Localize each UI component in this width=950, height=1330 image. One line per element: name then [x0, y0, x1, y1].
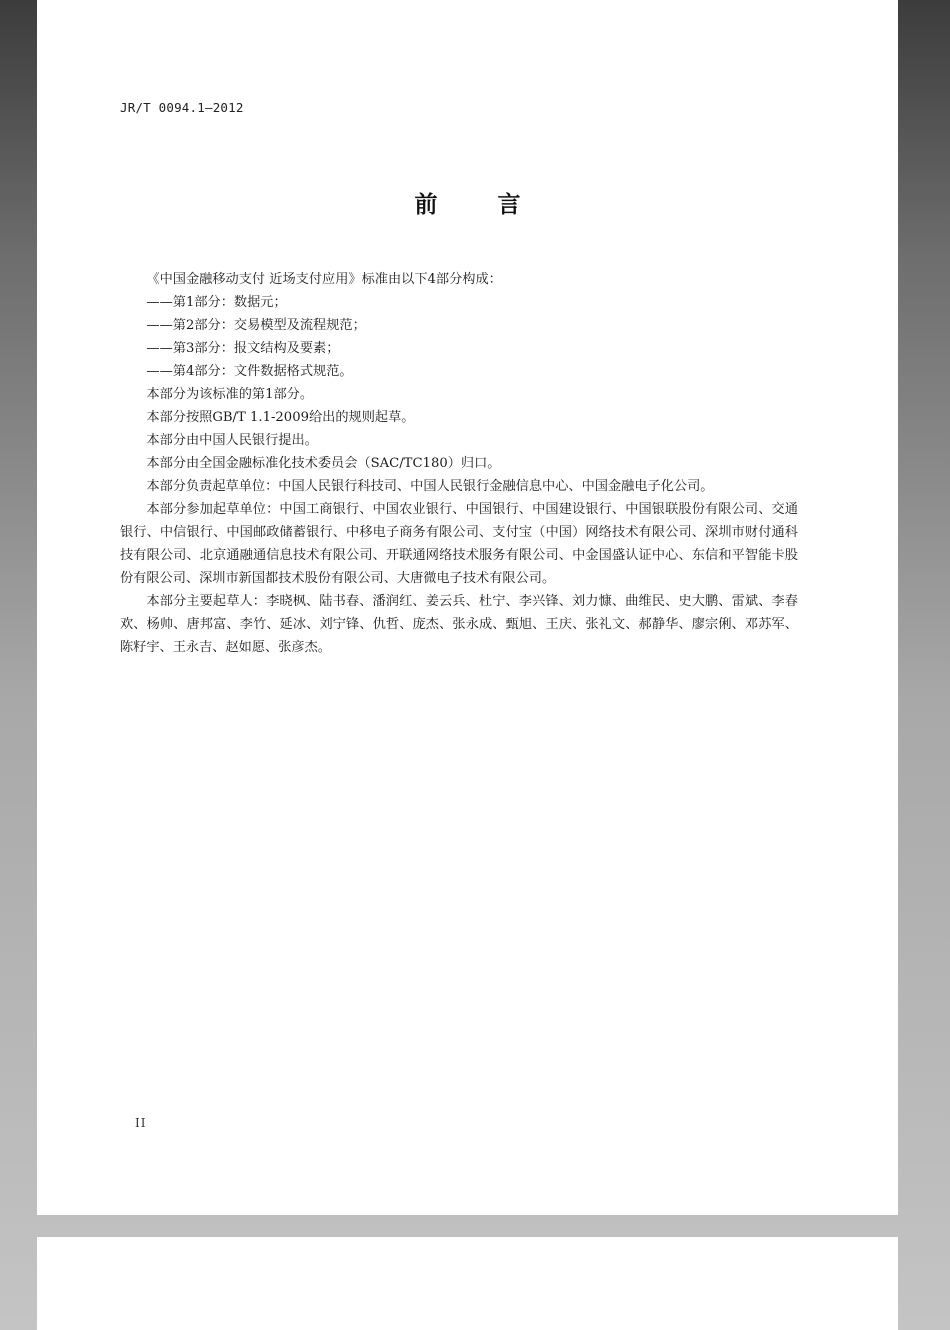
- paragraph: 《中国金融移动支付 近场支付应用》标准由以下4部分构成：: [146, 272, 502, 287]
- paragraph: ——第2部分：交易模型及流程规范；: [146, 318, 366, 333]
- paragraph: 本部分由中国人民银行提出。: [146, 433, 318, 448]
- page-number: II: [135, 1116, 147, 1130]
- page-title: 前 言: [414, 192, 547, 218]
- paragraph: 本部分按照GB/T 1.1-2009给出的规则起草。: [146, 410, 415, 425]
- paragraph: 本部分由全国金融标准化技术委员会（SAC/TC180）归口。: [146, 456, 501, 471]
- standard-code-header: JR/T 0094.1—2012: [120, 100, 244, 115]
- next-page: [37, 1237, 898, 1330]
- paragraph: 本部分负责起草单位：中国人民银行科技司、中国人民银行金融信息中心、中国金融电子化公司。: [146, 479, 714, 494]
- paragraph: ——第4部分：文件数据格式规范。: [146, 364, 353, 379]
- paragraph: 本部分为该标准的第1部分。: [146, 387, 314, 402]
- paragraph: ——第1部分：数据元；: [146, 295, 287, 310]
- paragraph: 本部分主要起草人：李晓枫、陆书春、潘润红、姜云兵、杜宁、李兴锋、刘力慷、曲维民、史大鹏、雷斌、李春欢、杨帅、唐邦富、李竹、延冰、刘宁锋、仇哲、庞杰、张永成、甄旭、王庆、张礼文、郝静华、廖宗俐、邓苏军、陈籽宇、王永吉、赵如愿、张彦杰。: [120, 594, 798, 655]
- paragraph: 本部分参加起草单位：中国工商银行、中国农业银行、中国银行、中国建设银行、中国银联股份有限公司、交通银行、中信银行、中国邮政储蓄银行、中移电子商务有限公司、支付宝（中国）网络技术有限公司、深圳市财付通科技有限公司、北京通融通信息技术有限公司、开联通网络技术服务有限公司、中金国盛认证中心、东信和平智能卡股份有限公司、深圳市新国都技术股份有限公司、大唐微电子技术有限公司。: [120, 502, 798, 586]
- preface-body: [120, 268, 798, 659]
- document-page: [37, 0, 898, 1215]
- paragraph: ——第3部分：报文结构及要素；: [146, 341, 340, 356]
